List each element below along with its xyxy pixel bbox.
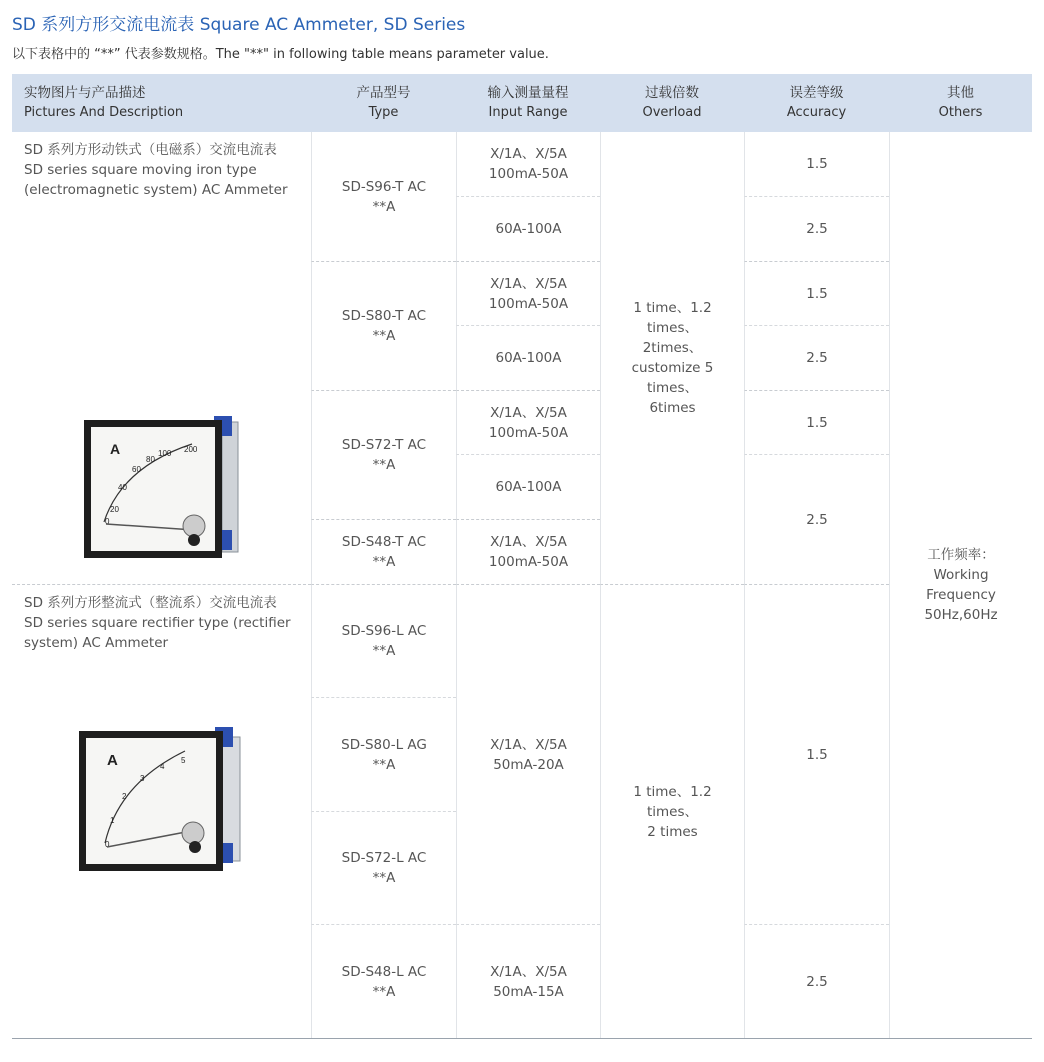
header-en: Accuracy [786, 105, 847, 120]
header-type [311, 74, 456, 132]
moving-iron-ammeter-image [82, 412, 242, 562]
type-cell [311, 924, 456, 1038]
description-line: system) AC Ammeter [24, 635, 169, 651]
meter-scale-label: 5 [180, 756, 185, 765]
type-param: **A [372, 643, 396, 659]
overload-line: 1 time、1.2 times、 [633, 783, 712, 820]
meter-scale-label: 4 [159, 762, 164, 771]
meter-scale-label: 0 [104, 517, 109, 526]
range-cell [456, 924, 600, 1038]
type-model: SD-S96-L AC [341, 623, 427, 639]
meter-unit-label: A [106, 752, 118, 769]
overload-line: 2 times [647, 823, 698, 840]
header-cn: 产品型号 [356, 85, 411, 101]
range-cell [456, 584, 600, 924]
meter-unit-label: A [109, 441, 120, 457]
description-cell [12, 584, 311, 1038]
header-cn: 误差等级 [789, 85, 844, 101]
meter-scale-label: 100 [157, 449, 171, 458]
overload-line: 1 time、1.2 times、 [633, 300, 712, 336]
product-description [24, 593, 291, 653]
header-others [889, 74, 1032, 132]
header-en: Others [938, 105, 983, 120]
meter-scale-label: 40 [117, 483, 127, 492]
type-param: **A [372, 198, 396, 215]
type-cell [311, 697, 456, 811]
meter-scale-label: 2 [121, 792, 126, 801]
range-line: 100mA-50A [488, 554, 569, 570]
type-cell [311, 132, 456, 261]
type-param: **A [372, 328, 396, 344]
type-model: SD-S72-T AC [341, 437, 427, 453]
accuracy-cell: 2.5 [744, 325, 889, 390]
range-line: X/1A、X/5A [490, 275, 567, 292]
meter-scale-label: 20 [109, 505, 119, 514]
type-model: SD-S48-L AC [341, 963, 427, 980]
type-cell [311, 811, 456, 924]
range-line: X/1A、X/5A [490, 534, 567, 550]
accuracy-cell: 2.5 [744, 454, 889, 584]
range-line: 60A-100A [495, 221, 562, 237]
description-line: SD series square moving iron type [24, 162, 257, 178]
others-line: 工作频率： [927, 547, 995, 563]
type-param: **A [372, 756, 396, 773]
rectifier-ammeter-image [77, 723, 247, 873]
range-line: X/1A、X/5A [490, 146, 567, 162]
meter-scale-label: 3 [139, 774, 144, 783]
range-line: 50mA-15A [493, 983, 564, 1000]
description-cell [12, 132, 311, 584]
header-input-range [456, 74, 600, 132]
header-cn: 输入测量量程 [487, 85, 569, 101]
description-line: (electromagnetic system) AC Ammeter [24, 182, 288, 198]
header-en: Overload [642, 105, 702, 120]
range-line: 100mA-50A [488, 295, 569, 312]
description-line: SD 系列方形动铁式（电磁系）交流电流表 [24, 142, 277, 158]
type-param: **A [372, 554, 396, 570]
overload-cell [600, 584, 744, 1038]
others-line: 50Hz,60Hz [924, 607, 998, 623]
type-param: **A [372, 457, 396, 473]
type-cell [311, 390, 456, 519]
spec-table [12, 74, 1032, 1039]
type-cell [311, 519, 456, 584]
range-cell [456, 261, 600, 325]
overload-line: 2times、 [642, 340, 703, 356]
overload-line: customize 5 times、 [631, 360, 714, 396]
header-description [12, 74, 311, 132]
range-line: 100mA-50A [488, 424, 569, 441]
range-line: 60A-100A [495, 350, 562, 366]
header-en: Type [368, 105, 399, 120]
range-cell [456, 325, 600, 390]
range-line: X/1A、X/5A [490, 736, 567, 753]
product-description [24, 140, 288, 200]
type-model: SD-S72-L AC [341, 850, 427, 866]
header-en: Input Range [488, 105, 568, 120]
description-line: SD 系列方形整流式（整流系）交流电流表 [24, 595, 277, 611]
meter-scale-label: 200 [183, 445, 197, 454]
type-model: SD-S96-T AC [341, 178, 427, 195]
range-line: X/1A、X/5A [490, 404, 567, 421]
range-cell [456, 196, 600, 261]
range-line: 50mA-20A [493, 756, 564, 773]
description-line: SD series square rectifier type (rectifier [24, 615, 291, 631]
accuracy-cell: 2.5 [744, 196, 889, 261]
type-model: SD-S48-T AC [341, 534, 427, 550]
meter-scale-label: 80 [145, 455, 155, 464]
header-cn: 其他 [947, 85, 974, 101]
header-cn: 实物图片与产品描述 [24, 85, 146, 101]
type-param: **A [372, 870, 396, 886]
type-param: **A [372, 983, 396, 1000]
overload-cell [600, 132, 744, 584]
accuracy-cell: 1.5 [744, 390, 889, 454]
accuracy-cell: 2.5 [744, 924, 889, 1038]
page-subtitle: 以下表格中的 “**” 代表参数规格。The "**" in following table means parameter value. [12, 47, 549, 62]
range-line: 100mA-50A [488, 166, 569, 182]
header-cn: 过载倍数 [645, 85, 699, 101]
range-cell [456, 390, 600, 454]
accuracy-cell: 1.5 [744, 261, 889, 325]
others-line: Frequency [926, 587, 996, 603]
header-accuracy [744, 74, 889, 132]
type-model: SD-S80-L AG [341, 736, 427, 753]
page-title: SD 系列方形交流电流表 Square AC Ammeter, SD Series [12, 15, 466, 35]
type-cell [311, 584, 456, 697]
meter-scale-label: 60 [131, 465, 141, 474]
range-line: 60A-100A [495, 479, 562, 495]
type-model: SD-S80-T AC [341, 308, 427, 324]
accuracy-cell: 1.5 [744, 132, 889, 196]
overload-line: 6times [649, 400, 696, 416]
others-line: Working [933, 567, 989, 583]
accuracy-cell: 1.5 [744, 584, 889, 924]
range-cell [456, 519, 600, 584]
range-cell [456, 132, 600, 196]
header-overload [600, 74, 744, 132]
range-line: X/1A、X/5A [490, 963, 567, 980]
meter-scale-label: 1 [109, 816, 114, 825]
type-cell [311, 261, 456, 390]
range-cell [456, 454, 600, 519]
header-en: Pictures And Description [24, 105, 184, 120]
others-cell [889, 132, 1032, 1038]
meter-scale-label: 0 [104, 840, 109, 849]
